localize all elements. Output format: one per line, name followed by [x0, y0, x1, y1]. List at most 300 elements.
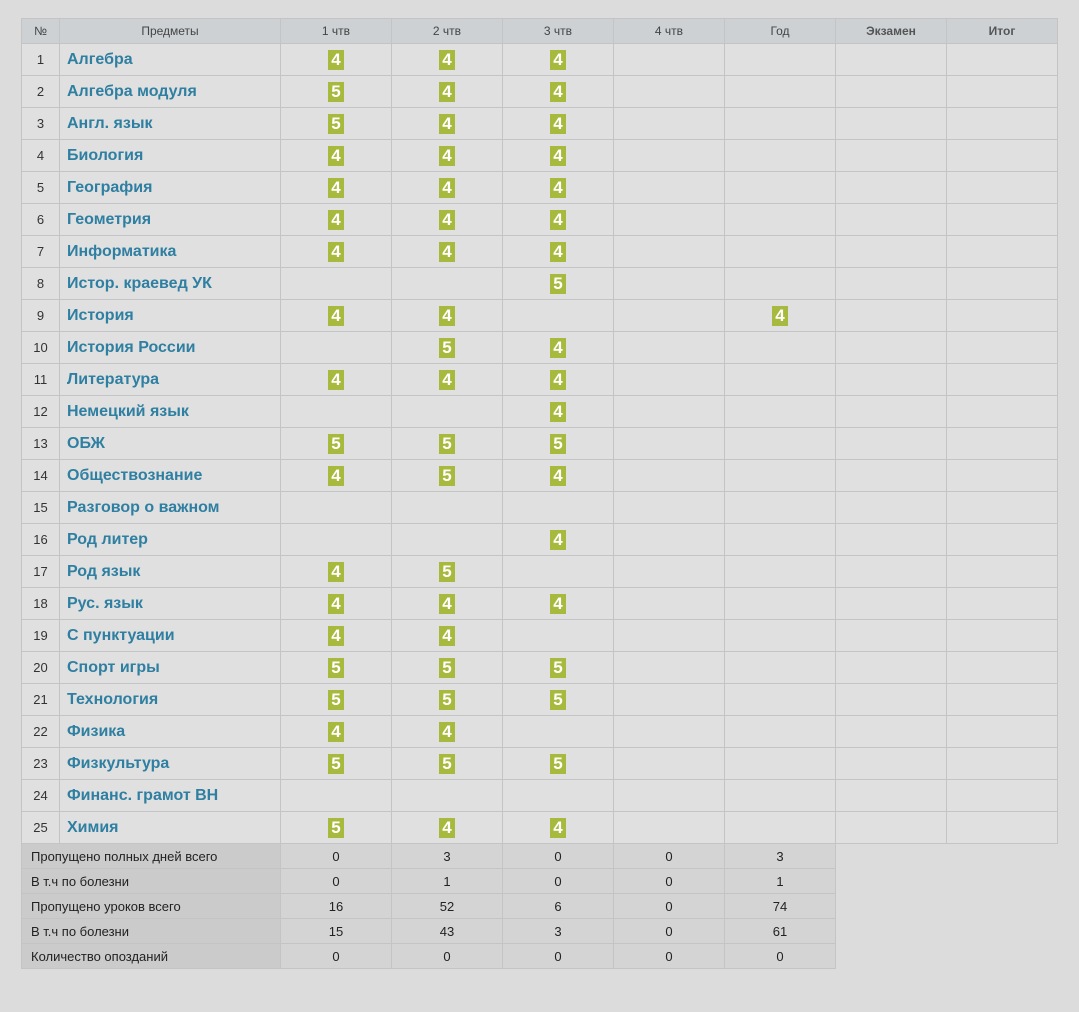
mark-cell-final	[947, 652, 1058, 684]
mark-cell-final	[947, 76, 1058, 108]
mark-cell-final	[947, 460, 1058, 492]
table-row	[22, 812, 1058, 844]
row-number: 19	[22, 620, 60, 652]
grade-badge[interactable]: 4	[550, 338, 566, 358]
row-number: 11	[22, 364, 60, 396]
mark-cell-year	[725, 716, 836, 748]
stats-value: 0	[614, 844, 725, 869]
mark-cell-year	[725, 172, 836, 204]
mark-cell-q1	[281, 748, 392, 780]
mark-cell-q2	[392, 268, 503, 300]
subject-link[interactable]: Информатика	[60, 236, 281, 268]
mark-cell-q2	[392, 44, 503, 76]
table-row	[22, 620, 1058, 652]
grades-table	[21, 18, 1058, 969]
mark-cell-q4	[614, 332, 725, 364]
mark-cell-exam	[836, 268, 947, 300]
row-number: 22	[22, 716, 60, 748]
subject-link[interactable]: Истор. краевед УК	[60, 268, 281, 300]
subject-link[interactable]: Разговор о важном	[60, 492, 281, 524]
mark-cell-q1	[281, 364, 392, 396]
stats-value: 1	[725, 869, 836, 894]
mark-cell-exam	[836, 684, 947, 716]
mark-cell-q4	[614, 396, 725, 428]
subject-link[interactable]: Рус. язык	[60, 588, 281, 620]
stats-value: 0	[503, 869, 614, 894]
mark-cell-exam	[836, 588, 947, 620]
mark-cell-year	[725, 428, 836, 460]
grade-badge[interactable]: 4	[550, 466, 566, 486]
grade-badge[interactable]: 4	[439, 722, 455, 742]
grade-badge[interactable]: 4	[328, 210, 344, 230]
mark-cell-q3	[503, 524, 614, 556]
mark-cell-final	[947, 236, 1058, 268]
table-row	[22, 588, 1058, 620]
mark-cell-year	[725, 396, 836, 428]
stats-label: Пропущено полных дней всего	[22, 844, 281, 869]
mark-cell-q2	[392, 684, 503, 716]
table-row	[22, 76, 1058, 108]
mark-cell-final	[947, 140, 1058, 172]
grade-badge[interactable]: 4	[550, 50, 566, 70]
table-row	[22, 204, 1058, 236]
grade-badge[interactable]: 4	[328, 306, 344, 326]
grade-badge[interactable]: 4	[550, 242, 566, 262]
row-number: 13	[22, 428, 60, 460]
header-exam: Экзамен	[836, 19, 947, 44]
subject-link[interactable]: Спорт игры	[60, 652, 281, 684]
subject-link[interactable]: Геометрия	[60, 204, 281, 236]
mark-cell-q3	[503, 172, 614, 204]
mark-cell-q3	[503, 428, 614, 460]
mark-cell-year	[725, 204, 836, 236]
grade-badge[interactable]: 4	[439, 242, 455, 262]
mark-cell-q2	[392, 620, 503, 652]
subject-link[interactable]: Род литер	[60, 524, 281, 556]
mark-cell-q4	[614, 204, 725, 236]
mark-cell-q2	[392, 204, 503, 236]
stats-value: 0	[281, 944, 392, 969]
mark-cell-q1	[281, 140, 392, 172]
grade-badge[interactable]: 5	[550, 274, 566, 294]
grade-badge[interactable]: 4	[328, 626, 344, 646]
grade-badge[interactable]: 5	[550, 434, 566, 454]
grade-badge[interactable]: 4	[439, 82, 455, 102]
mark-cell-year	[725, 492, 836, 524]
table-row	[22, 716, 1058, 748]
mark-cell-final	[947, 332, 1058, 364]
subject-rows	[22, 44, 1058, 844]
mark-cell-exam	[836, 748, 947, 780]
grade-badge[interactable]: 4	[550, 146, 566, 166]
stats-value: 0	[281, 869, 392, 894]
subject-link[interactable]: Финанс. грамот ВН	[60, 780, 281, 812]
mark-cell-final	[947, 396, 1058, 428]
grade-badge[interactable]: 5	[328, 82, 344, 102]
mark-cell-q4	[614, 108, 725, 140]
grade-badge[interactable]: 4	[328, 562, 344, 582]
stats-value: 52	[392, 894, 503, 919]
row-number: 18	[22, 588, 60, 620]
mark-cell-q2	[392, 652, 503, 684]
subject-link[interactable]: Род язык	[60, 556, 281, 588]
mark-cell-q2	[392, 588, 503, 620]
grade-badge[interactable]: 5	[328, 434, 344, 454]
mark-cell-q1	[281, 652, 392, 684]
mark-cell-q3	[503, 684, 614, 716]
stats-value: 74	[725, 894, 836, 919]
row-number: 12	[22, 396, 60, 428]
mark-cell-q4	[614, 620, 725, 652]
mark-cell-year	[725, 748, 836, 780]
mark-cell-exam	[836, 716, 947, 748]
grade-badge[interactable]: 5	[550, 690, 566, 710]
grade-badge[interactable]: 4	[328, 722, 344, 742]
table-row	[22, 556, 1058, 588]
mark-cell-q4	[614, 524, 725, 556]
mark-cell-q1	[281, 204, 392, 236]
grade-badge[interactable]: 4	[328, 146, 344, 166]
stats-row	[22, 919, 1058, 944]
grade-badge[interactable]: 4	[550, 370, 566, 390]
subject-link[interactable]: История России	[60, 332, 281, 364]
grade-badge[interactable]: 5	[439, 690, 455, 710]
mark-cell-year	[725, 780, 836, 812]
mark-cell-exam	[836, 204, 947, 236]
grade-badge[interactable]: 4	[328, 50, 344, 70]
grade-badge[interactable]: 5	[439, 338, 455, 358]
row-number: 17	[22, 556, 60, 588]
table-header-row	[22, 19, 1058, 44]
mark-cell-year	[725, 44, 836, 76]
mark-cell-q3	[503, 652, 614, 684]
row-number: 25	[22, 812, 60, 844]
header-year: Год	[725, 19, 836, 44]
grade-badge[interactable]: 4	[439, 210, 455, 230]
grade-badge[interactable]: 4	[439, 370, 455, 390]
mark-cell-q1	[281, 524, 392, 556]
mark-cell-year	[725, 556, 836, 588]
table-row	[22, 268, 1058, 300]
mark-cell-q1	[281, 268, 392, 300]
row-number: 23	[22, 748, 60, 780]
stats-value: 0	[503, 944, 614, 969]
stats-empty-area	[836, 894, 1058, 919]
mark-cell-q4	[614, 812, 725, 844]
row-number: 7	[22, 236, 60, 268]
header-q2: 2 чтв	[392, 19, 503, 44]
mark-cell-exam	[836, 492, 947, 524]
mark-cell-q2	[392, 236, 503, 268]
mark-cell-final	[947, 204, 1058, 236]
mark-cell-year	[725, 300, 836, 332]
grade-badge[interactable]: 5	[439, 562, 455, 582]
mark-cell-q4	[614, 684, 725, 716]
row-number: 9	[22, 300, 60, 332]
stats-row	[22, 944, 1058, 969]
mark-cell-q3	[503, 268, 614, 300]
mark-cell-q4	[614, 76, 725, 108]
stats-value: 16	[281, 894, 392, 919]
row-number: 14	[22, 460, 60, 492]
table-row	[22, 460, 1058, 492]
subject-link[interactable]: Немецкий язык	[60, 396, 281, 428]
mark-cell-q1	[281, 300, 392, 332]
mark-cell-q2	[392, 460, 503, 492]
grade-badge[interactable]: 4	[328, 594, 344, 614]
row-number: 6	[22, 204, 60, 236]
subject-link[interactable]: Физика	[60, 716, 281, 748]
mark-cell-year	[725, 140, 836, 172]
mark-cell-q2	[392, 300, 503, 332]
stats-value: 0	[503, 844, 614, 869]
subject-link[interactable]: География	[60, 172, 281, 204]
table-row	[22, 364, 1058, 396]
table-row	[22, 652, 1058, 684]
mark-cell-q4	[614, 716, 725, 748]
header-number: №	[22, 19, 60, 44]
grade-badge[interactable]: 5	[439, 434, 455, 454]
mark-cell-final	[947, 524, 1058, 556]
row-number: 15	[22, 492, 60, 524]
mark-cell-year	[725, 588, 836, 620]
subject-link[interactable]: С пунктуации	[60, 620, 281, 652]
grade-badge[interactable]: 5	[550, 658, 566, 678]
stats-value: 61	[725, 919, 836, 944]
grade-badge[interactable]: 5	[439, 466, 455, 486]
grade-badge[interactable]: 4	[772, 306, 788, 326]
grade-badge[interactable]: 4	[550, 210, 566, 230]
table-row	[22, 332, 1058, 364]
subject-link[interactable]: Алгебра	[60, 44, 281, 76]
table-row	[22, 780, 1058, 812]
mark-cell-final	[947, 812, 1058, 844]
subject-link[interactable]: Технология	[60, 684, 281, 716]
mark-cell-q1	[281, 460, 392, 492]
row-number: 20	[22, 652, 60, 684]
grade-badge[interactable]: 4	[550, 818, 566, 838]
stats-value: 0	[725, 944, 836, 969]
grade-badge[interactable]: 4	[439, 50, 455, 70]
mark-cell-q2	[392, 428, 503, 460]
mark-cell-exam	[836, 236, 947, 268]
grade-badge[interactable]: 5	[439, 658, 455, 678]
grade-badge[interactable]: 5	[328, 690, 344, 710]
mark-cell-q3	[503, 716, 614, 748]
mark-cell-final	[947, 556, 1058, 588]
grade-badge[interactable]: 4	[439, 146, 455, 166]
stats-label: Пропущено уроков всего	[22, 894, 281, 919]
grade-badge[interactable]: 4	[550, 178, 566, 198]
grade-badge[interactable]: 4	[550, 114, 566, 134]
mark-cell-q2	[392, 556, 503, 588]
row-number: 21	[22, 684, 60, 716]
mark-cell-q4	[614, 748, 725, 780]
grade-badge[interactable]: 4	[328, 242, 344, 262]
mark-cell-q3	[503, 44, 614, 76]
mark-cell-q4	[614, 588, 725, 620]
grade-badge[interactable]: 4	[550, 402, 566, 422]
mark-cell-q1	[281, 236, 392, 268]
mark-cell-q4	[614, 364, 725, 396]
grade-badge[interactable]: 4	[439, 594, 455, 614]
mark-cell-year	[725, 364, 836, 396]
mark-cell-q4	[614, 236, 725, 268]
row-number: 24	[22, 780, 60, 812]
mark-cell-q2	[392, 812, 503, 844]
grade-badge[interactable]: 5	[550, 754, 566, 774]
mark-cell-q1	[281, 812, 392, 844]
mark-cell-exam	[836, 108, 947, 140]
header-q4: 4 чтв	[614, 19, 725, 44]
table-row	[22, 140, 1058, 172]
mark-cell-q1	[281, 588, 392, 620]
subject-link[interactable]: ОБЖ	[60, 428, 281, 460]
mark-cell-q3	[503, 620, 614, 652]
mark-cell-q4	[614, 492, 725, 524]
mark-cell-q3	[503, 332, 614, 364]
mark-cell-final	[947, 620, 1058, 652]
mark-cell-final	[947, 428, 1058, 460]
mark-cell-q2	[392, 492, 503, 524]
mark-cell-final	[947, 716, 1058, 748]
mark-cell-exam	[836, 812, 947, 844]
mark-cell-q1	[281, 684, 392, 716]
row-number: 10	[22, 332, 60, 364]
attendance-stats	[22, 844, 1058, 969]
mark-cell-year	[725, 460, 836, 492]
mark-cell-exam	[836, 76, 947, 108]
mark-cell-year	[725, 236, 836, 268]
mark-cell-year	[725, 524, 836, 556]
subject-link[interactable]: Химия	[60, 812, 281, 844]
table-row	[22, 236, 1058, 268]
grade-badge[interactable]: 4	[439, 114, 455, 134]
row-number: 5	[22, 172, 60, 204]
row-number: 16	[22, 524, 60, 556]
header-q3: 3 чтв	[503, 19, 614, 44]
row-number: 8	[22, 268, 60, 300]
mark-cell-year	[725, 76, 836, 108]
mark-cell-q3	[503, 108, 614, 140]
grade-badge[interactable]: 4	[550, 82, 566, 102]
mark-cell-final	[947, 492, 1058, 524]
row-number: 2	[22, 76, 60, 108]
mark-cell-exam	[836, 172, 947, 204]
grade-badge[interactable]: 4	[439, 818, 455, 838]
header-final: Итог	[947, 19, 1058, 44]
stats-value: 43	[392, 919, 503, 944]
mark-cell-q3	[503, 364, 614, 396]
grade-badge[interactable]: 4	[328, 178, 344, 198]
mark-cell-q1	[281, 556, 392, 588]
subject-link[interactable]: История	[60, 300, 281, 332]
mark-cell-year	[725, 652, 836, 684]
stats-value: 3	[392, 844, 503, 869]
grade-badge[interactable]: 5	[328, 754, 344, 774]
mark-cell-exam	[836, 396, 947, 428]
mark-cell-q2	[392, 172, 503, 204]
mark-cell-q1	[281, 716, 392, 748]
stats-empty-area	[836, 844, 1058, 869]
stats-value: 0	[614, 919, 725, 944]
subject-link[interactable]: Англ. язык	[60, 108, 281, 140]
mark-cell-q3	[503, 780, 614, 812]
mark-cell-q4	[614, 428, 725, 460]
mark-cell-q3	[503, 76, 614, 108]
stats-row	[22, 894, 1058, 919]
header-q1: 1 чтв	[281, 19, 392, 44]
mark-cell-exam	[836, 556, 947, 588]
stats-label: Количество опозданий	[22, 944, 281, 969]
mark-cell-exam	[836, 140, 947, 172]
grade-badge[interactable]: 4	[328, 466, 344, 486]
grade-badge[interactable]: 4	[439, 306, 455, 326]
table-row	[22, 396, 1058, 428]
mark-cell-q4	[614, 44, 725, 76]
subject-link[interactable]: Литература	[60, 364, 281, 396]
mark-cell-year	[725, 684, 836, 716]
grade-badge[interactable]: 4	[328, 370, 344, 390]
mark-cell-year	[725, 620, 836, 652]
table-row	[22, 492, 1058, 524]
mark-cell-q4	[614, 300, 725, 332]
subject-link[interactable]: Обществознание	[60, 460, 281, 492]
mark-cell-q1	[281, 44, 392, 76]
mark-cell-year	[725, 108, 836, 140]
stats-value: 6	[503, 894, 614, 919]
stats-empty-area	[836, 919, 1058, 944]
mark-cell-q1	[281, 492, 392, 524]
subject-link[interactable]: Биология	[60, 140, 281, 172]
mark-cell-exam	[836, 524, 947, 556]
grade-badge[interactable]: 4	[550, 594, 566, 614]
table-row	[22, 428, 1058, 460]
grade-badge[interactable]: 5	[439, 754, 455, 774]
mark-cell-q3	[503, 204, 614, 236]
grade-badge[interactable]: 5	[328, 818, 344, 838]
mark-cell-q3	[503, 396, 614, 428]
mark-cell-q3	[503, 812, 614, 844]
subject-link[interactable]: Алгебра модуля	[60, 76, 281, 108]
mark-cell-exam	[836, 300, 947, 332]
stats-value: 15	[281, 919, 392, 944]
grade-badge[interactable]: 4	[439, 626, 455, 646]
mark-cell-q2	[392, 140, 503, 172]
mark-cell-q3	[503, 748, 614, 780]
mark-cell-q4	[614, 172, 725, 204]
table-row	[22, 44, 1058, 76]
mark-cell-q2	[392, 396, 503, 428]
stats-value: 0	[614, 869, 725, 894]
row-number: 3	[22, 108, 60, 140]
mark-cell-final	[947, 748, 1058, 780]
grade-badge[interactable]: 5	[328, 658, 344, 678]
grade-badge[interactable]: 4	[439, 178, 455, 198]
mark-cell-q1	[281, 428, 392, 460]
mark-cell-q2	[392, 76, 503, 108]
stats-value: 0	[392, 944, 503, 969]
subject-link[interactable]: Физкультура	[60, 748, 281, 780]
grade-badge[interactable]: 5	[328, 114, 344, 134]
grade-badge[interactable]: 4	[550, 530, 566, 550]
mark-cell-q3	[503, 140, 614, 172]
mark-cell-final	[947, 780, 1058, 812]
mark-cell-exam	[836, 364, 947, 396]
mark-cell-q1	[281, 332, 392, 364]
mark-cell-exam	[836, 652, 947, 684]
mark-cell-exam	[836, 44, 947, 76]
